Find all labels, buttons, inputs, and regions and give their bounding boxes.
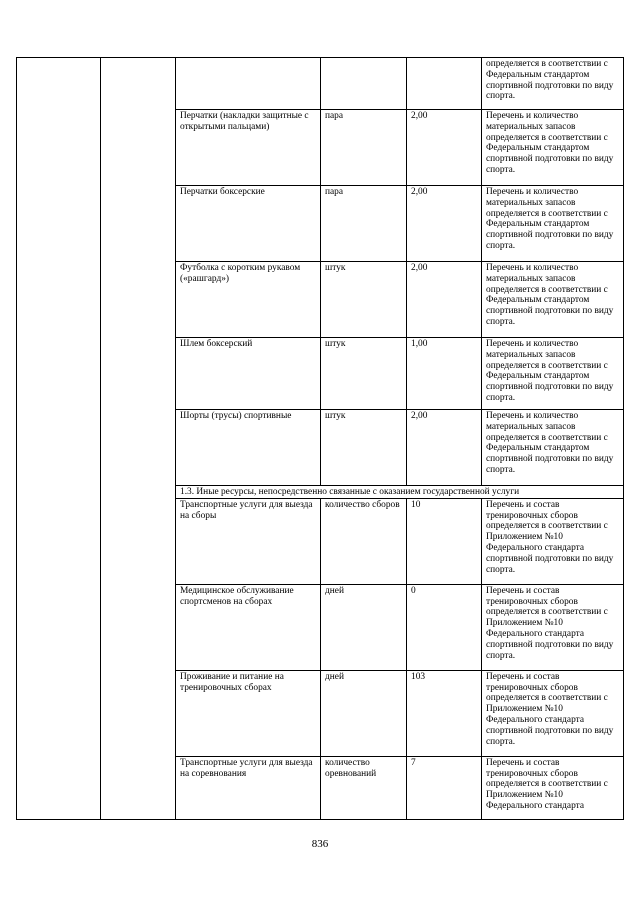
unit-cell: количество сборов (321, 498, 407, 584)
note-cell: Перечень и количество материальных запасов определяется в соответствии с Федеральным стандартом спортивной подготовки по виду спорта. (482, 410, 624, 486)
item-name-cell: Медицинское обслуживание спортсменов на сборах (176, 584, 321, 670)
unit-cell: штук (321, 410, 407, 486)
item-name-cell: Перчатки (накладки защитные с открытыми пальцами) (176, 110, 321, 186)
outer-column-2 (101, 58, 176, 820)
page-number: 836 (311, 838, 329, 850)
item-name-cell: Шорты (трусы) спортивные (176, 410, 321, 486)
quantity-cell: 2,00 (407, 186, 482, 262)
unit-cell: штук (321, 262, 407, 338)
item-name-cell: Футболка с коротким рукавом («рашгард») (176, 262, 321, 338)
item-name-cell: Шлем боксерский (176, 338, 321, 410)
item-name-cell: Проживание и питание на тренировочных сборах (176, 670, 321, 756)
table-row (17, 58, 624, 110)
note-cell: Перечень и состав тренировочных сборов определяется в соответствии с Приложением №10 Федерального стандарта (482, 756, 624, 819)
quantity-cell: 10 (407, 498, 482, 584)
resources-table-body (17, 58, 624, 820)
unit-cell: штук (321, 338, 407, 410)
unit-cell (321, 58, 407, 110)
quantity-cell: 0 (407, 584, 482, 670)
note-cell: Перечень и состав тренировочных сборов определяется в соответствии с Приложением №10 Федерального стандарта спортивной подготовки по виду спорта. (482, 498, 624, 584)
resources-table (16, 57, 624, 820)
quantity-cell: 103 (407, 670, 482, 756)
quantity-cell: 2,00 (407, 262, 482, 338)
quantity-cell: 2,00 (407, 110, 482, 186)
unit-cell: дней (321, 584, 407, 670)
note-cell: Перечень и количество материальных запасов определяется в соответствии с Федеральным стандартом спортивной подготовки по виду спорта. (482, 262, 624, 338)
unit-cell: количество оревнований (321, 756, 407, 819)
quantity-cell: 1,00 (407, 338, 482, 410)
outer-column-1 (17, 58, 101, 820)
note-cell: Перечень и количество материальных запасов определяется в соответствии с Федеральным стандартом спортивной подготовки по виду спорта. (482, 338, 624, 410)
item-name-cell (176, 58, 321, 110)
note-cell: Перечень и количество материальных запасов определяется в соответствии с Федеральным стандартом спортивной подготовки по виду спорта. (482, 110, 624, 186)
item-name-cell: Транспортные услуги для выезда на соревнования (176, 756, 321, 819)
unit-cell: пара (321, 110, 407, 186)
section-title: 1.3. Иные ресурсы, непосредственно связанные с оказанием государственной услуги (176, 486, 624, 499)
note-cell: Перечень и состав тренировочных сборов определяется в соответствии с Приложением №10 Федерального стандарта спортивной подготовки по виду спорта. (482, 670, 624, 756)
unit-cell: пара (321, 186, 407, 262)
quantity-cell: 7 (407, 756, 482, 819)
unit-cell: дней (321, 670, 407, 756)
note-cell: Перечень и количество материальных запасов определяется в соответствии с Федеральным стандартом спортивной подготовки по виду спорта. (482, 186, 624, 262)
quantity-cell: 2,00 (407, 410, 482, 486)
quantity-cell (407, 58, 482, 110)
item-name-cell: Транспортные услуги для выезда на сборы (176, 498, 321, 584)
item-name-cell: Перчатки боксерские (176, 186, 321, 262)
note-cell: Перечень и состав тренировочных сборов определяется в соответствии с Приложением №10 Федерального стандарта спортивной подготовки по виду спорта. (482, 584, 624, 670)
note-cell: определяется в соответствии с Федеральным стандартом спортивной подготовки по виду спорта. (482, 58, 624, 110)
